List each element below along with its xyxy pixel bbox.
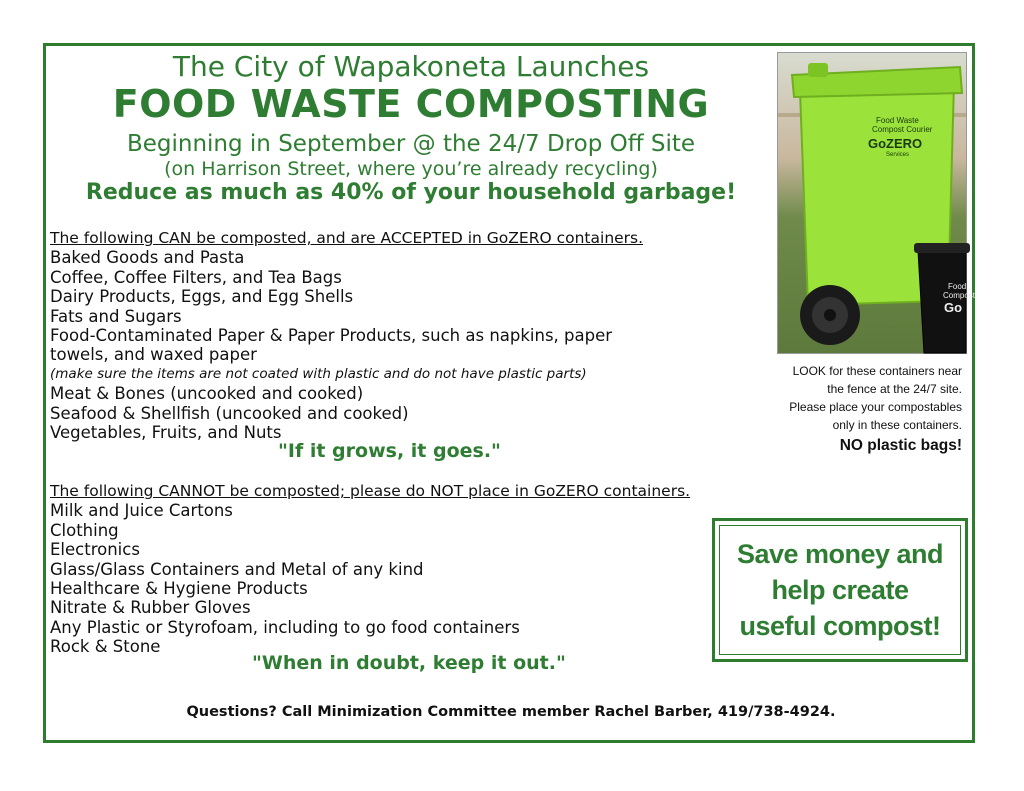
accepted-heading: The following CAN be composted, and are ACCEPTED in GoZERO containers.: [50, 229, 644, 247]
compost-bin-illustration: [778, 53, 976, 353]
bin-label-line2: Compost Courier: [872, 125, 933, 134]
no-plastic-bags-warning: NO plastic bags!: [839, 437, 962, 454]
start-date-line: Beginning in September @ the 24/7 Drop Off Site: [126, 131, 696, 157]
savings-callout: [712, 518, 968, 662]
list-item: Milk and Juice Cartons: [50, 501, 233, 521]
small-bin-label-line1: Food: [948, 282, 967, 291]
list-item: Coffee, Coffee Filters, and Tea Bags: [50, 267, 342, 287]
contact-line: Questions? Call Minimization Committee member Rachel Barber, 419/738-4924.: [186, 704, 836, 720]
caption-line: only in these containers.: [832, 418, 962, 432]
list-item: Healthcare & Hygiene Products: [50, 579, 308, 599]
callout-line: useful compost!: [739, 611, 941, 641]
list-item: Electronics: [50, 540, 140, 560]
accepted-list: [50, 229, 770, 442]
caption-line: the fence at the 24/7 site.: [827, 382, 962, 396]
rejected-list: [50, 482, 770, 657]
list-item: Clothing: [50, 520, 119, 540]
small-bin-brand: Go: [944, 300, 963, 315]
photo-caption: [770, 362, 962, 455]
list-item: Baked Goods and Pasta: [50, 248, 245, 268]
caption-line: Please place your compostables: [789, 400, 962, 414]
list-item: towels, and waxed paper: [50, 345, 257, 365]
list-item: Dairy Products, Eggs, and Egg Shells: [50, 287, 354, 307]
location-line: (on Harrison Street, where you’re already recycling): [164, 158, 658, 180]
accepted-slogan: "If it grows, it goes.": [278, 440, 501, 462]
intro-line: The City of Wapakoneta Launches: [172, 50, 650, 83]
list-item: Vegetables, Fruits, and Nuts: [50, 423, 282, 443]
bin-label-line1: Food Waste: [876, 116, 919, 125]
rejected-heading: The following CANNOT be composted; please do NOT place in GoZERO containers.: [50, 482, 691, 500]
list-item: Any Plastic or Styrofoam, including to go food containers: [50, 617, 520, 637]
list-item: Glass/Glass Containers and Metal of any kind: [50, 559, 424, 579]
bin-brand-sub: Services: [886, 152, 910, 158]
list-item: Rock & Stone: [50, 637, 161, 657]
list-item: Food-Contaminated Paper & Paper Products, such as napkins, paper: [50, 326, 613, 346]
list-item: Fats and Sugars: [50, 306, 182, 326]
rejected-slogan: "When in doubt, keep it out.": [252, 652, 566, 674]
reduction-claim: Reduce as much as 40% of your household garbage!: [85, 180, 737, 205]
small-bin-label-line2: Compost: [943, 291, 976, 300]
list-item: Seafood & Shellfish (uncooked and cooked): [50, 403, 409, 423]
list-item: Nitrate & Rubber Gloves: [50, 598, 251, 618]
list-note: (make sure the items are not coated with plastic and do not have plastic parts): [50, 365, 587, 382]
caption-line: LOOK for these containers near: [792, 364, 962, 378]
list-item: Meat & Bones (uncooked and cooked): [50, 384, 364, 404]
main-title: FOOD WASTE COMPOSTING: [112, 82, 710, 126]
callout-line: help create: [771, 575, 909, 605]
callout-line: Save money and: [736, 539, 944, 569]
compost-bin-photo: [777, 52, 976, 354]
bin-brand: GoZERO: [868, 136, 923, 151]
savings-callout-inner: [719, 525, 961, 655]
